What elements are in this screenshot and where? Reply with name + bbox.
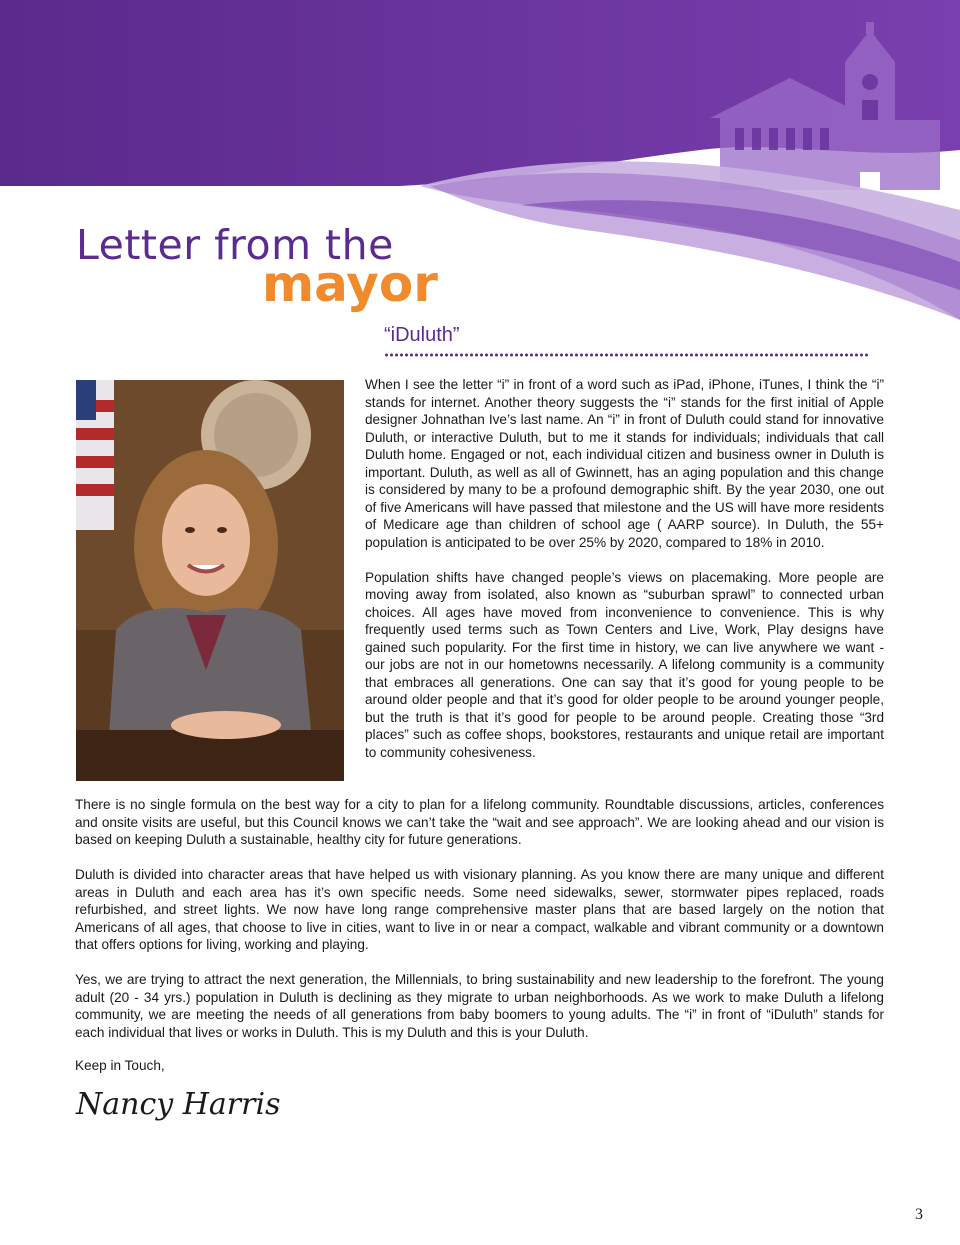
page-number: 3 (915, 1206, 923, 1223)
article-subtitle: “iDuluth” (384, 324, 460, 346)
paragraph: Population shifts have changed people’s views on placemaking. More people are moving away from isolated, also known as “suburban sprawl” to connected urban choices. All ages have moved from inconvenience to convenience. This is why frequently used terms such as Town Centers and Live, Work, Play designs have gained such popularity. For the first time in history, we can live anywhere we want - our jobs are not in our hometowns necessarily. A lifelong community is a community that embraces all generations. One can say that it’s good for young people to be around older people and that it’s good for older people to be around younger people, but the truth is that it’s good for people to be around people. Creating those “3rd places” such as coffee shops, bookstores, restaurants and unique retail are important to community cohesiveness. (365, 569, 884, 760)
svg-text:Nancy Harris: Nancy Harris (76, 1087, 281, 1122)
closing-line: Keep in Touch, (75, 1058, 165, 1073)
letter-full-text (75, 796, 884, 1059)
mayor-portrait (76, 380, 344, 781)
paragraph: When I see the letter “i” in front of a word such as iPad, iPhone, iTunes, I think the “i” stands for internet. Another theory suggests the “i” stands for the first initial of Apple designer Johnathan Ive’s last name. An “i” in front of Duluth could stand for innovative Duluth, or interactive Duluth, but to me it stands for individuals; individuals that call Duluth home. Engaged or not, each individual citizen and business owner in Duluth is important. Duluth, as well as all of Gwinnett, has an aging population and this change is considered by many to be a profound demographic shift. By the year 2030, one out of five Americans will have passed that milestone and the US will have more residents of Medicare age than children of school age ( AARP source). In Duluth, the 55+ population is anticipated to be over 25% by 2020, compared to 18% in 2010. (365, 377, 884, 550)
paragraph: Duluth is divided into character areas that have helped us with visionary planning. As you know there are many unique and different areas in Duluth and each area has it’s own specific needs. Some need sidewalks, sewer, stormwater pipes replaced, roads refurbished, and street lights. We now have long range comprehensive master plans that are based largely on the notion that Americans of all ages, that choose to live in cities, want to live in or near a compact, walkable and vibrant community or a downtown that offers options for living, working and playing. (75, 867, 884, 952)
letter-column-text (365, 376, 884, 779)
header-banner (0, 0, 960, 320)
signature (72, 1072, 282, 1132)
paragraph: There is no single formula on the best way for a city to plan for a lifelong community. Roundtable discussions, articles, conferences and onsite visits are useful, but this Council knows we can’t take the “wait and see approach”. We are looking ahead and our vision is based on keeping Duluth a sustainable, healthy city for future generations. (75, 797, 884, 847)
dotted-divider (384, 352, 870, 358)
title-line-2: mayor (262, 255, 438, 313)
paragraph: Yes, we are trying to attract the next generation, the Millennials, to bring sustainability and new leadership to the forefront. The young adult (20 - 34 yrs.) population in Duluth is declining as they migrate to urban neighborhoods. As we work to make Duluth a lifelong community, we are meeting the needs of all generations from baby boomers to young adults. The “i” in front of “iDuluth” stands for each individual that lives or works in Duluth. This is my Duluth and this is your Duluth. (75, 972, 884, 1040)
title-line-1: Letter from the (76, 221, 394, 269)
